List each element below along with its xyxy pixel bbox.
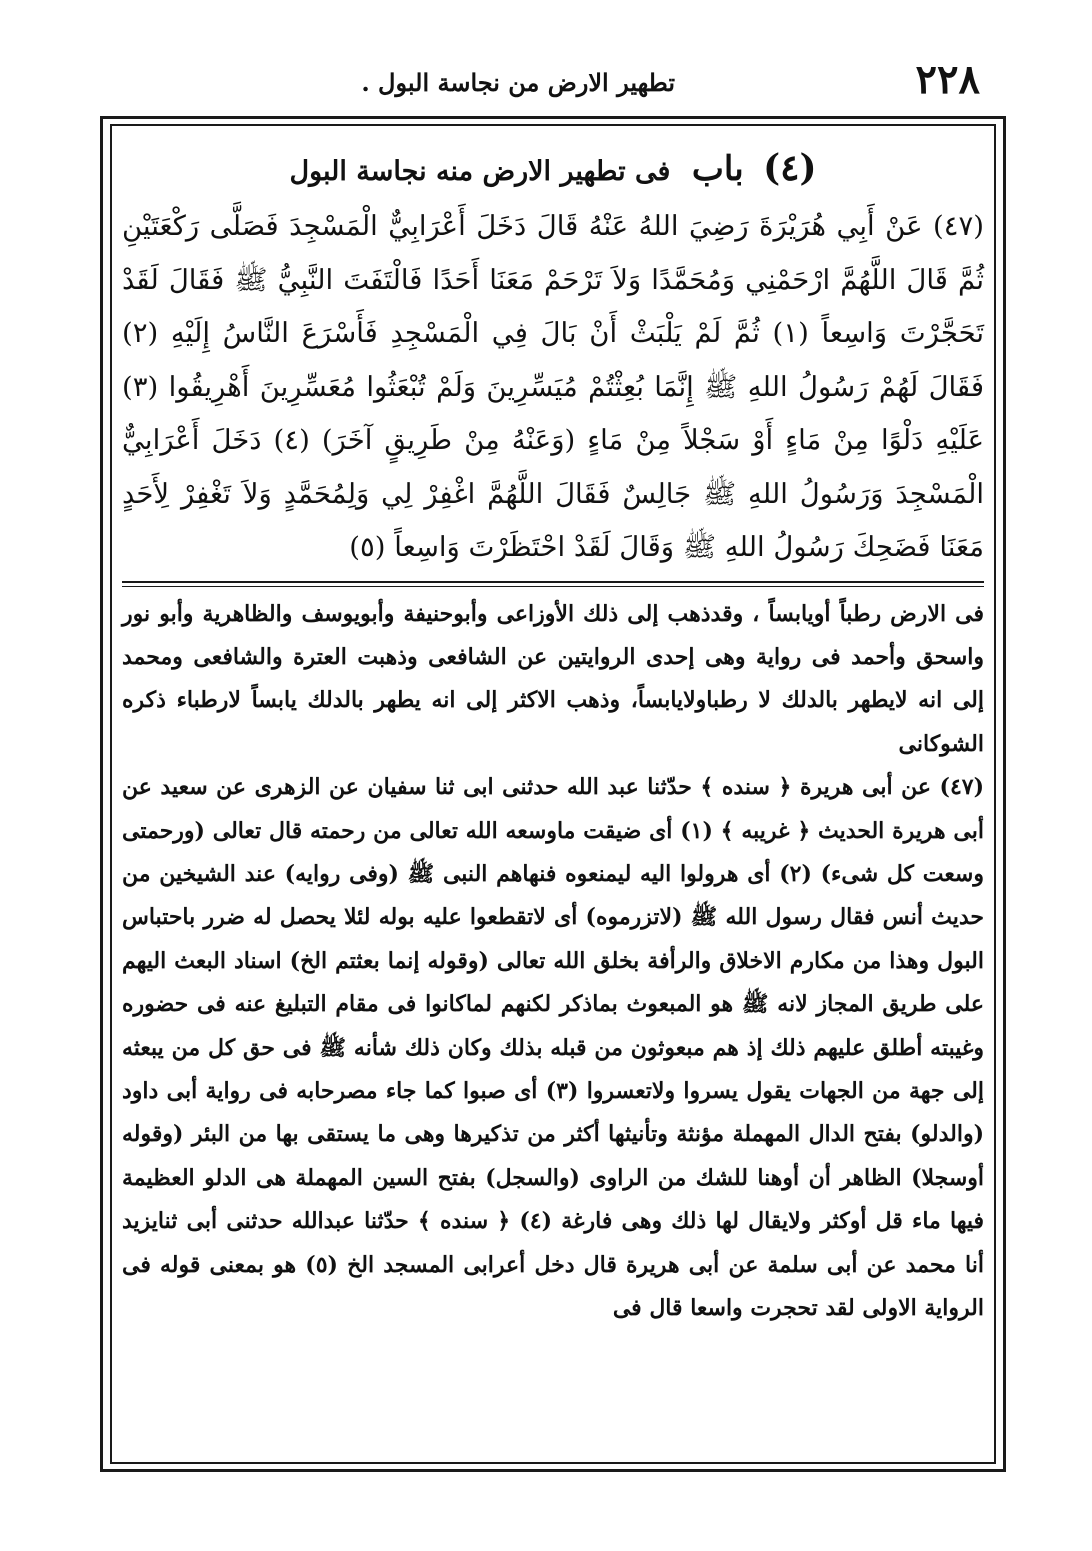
page-number: ٢٢٨	[915, 56, 980, 103]
section-divider	[122, 581, 984, 587]
chapter-word: باب	[691, 149, 744, 189]
chapter-number: (٤)	[763, 147, 817, 189]
page-header	[100, 56, 1000, 108]
running-title: تطهير الارض من نجاسة البول .	[361, 68, 675, 97]
commentary-paragraph: فى الارض رطباً أويابساً ، وقدذهب إلى ذلك الأوزاعى وأبوحنيفة وأبويوسف والظاهرية وأبو نور واسحق وأحمد فى رواية وهى إحدى الروايتين عن الشافعى وذهبت العترة والشافعى ومحمد إلى انه لايطهر بالدلك لا رطباولايابساً، وذهب الاكثر إلى انه يطهر بالدلك يابساً لارطباء ذكره الشوكانى	[122, 600, 985, 757]
chapter-heading	[122, 136, 984, 200]
commentary	[122, 593, 984, 1331]
commentary-paragraph: (٤٧) عن أبى هريرة ﴿ سنده ﴾ حدّثنا عبد الله حدثنى ابى ثنا سفيان عن الزهرى عن سعيد عن أبى هريرة الحديث ﴿ غريبه ﴾ (١) أى ضيقت ماوسعه الله تعالى من رحمته قال تعالى (ورحمتى وسعت كل شىء) (٢) أى هرولوا اليه ليمنعوه فنهاهم النبى ﷺ (وفى روايه) عند الشيخين من حديث أنس فقال رسول الله ﷺ (لاتزرموه) أى لاتقطعوا عليه بوله لئلا يحصل له ضرر باحتباس البول وهذا من مكارم الاخلاق والرأفة بخلق الله تعالى (وقوله إنما بعثتم الخ) اسناد البعث اليهم على طريق المجاز لانه ﷺ هو المبعوث بماذكر لكنهم لماكانوا فى مقام التبليغ عنه فى حضوره وغيبته أطلق عليهم ذلك إذ هم مبعوثون من قبله بذلك وكان ذلك شأنه ﷺ فى حق كل من يبعثه إلى جهة من الجهات يقول يسروا ولاتعسروا (٣) أى صبوا كما جاء مصرحابه فى رواية أبى داود (والدلو) بفتح الدال المهملة مؤنثة وتأنيثها أكثر من تذكيرها وهى ما يستقى بها من البئر (وقوله أوسجلا) الظاهر أن أوهنا للشك من الراوى (والسجل) بفتح السين المهملة هى الدلو العظيمة فيها ماء قل أوكثر ولايقال لها ذلك وهى فارغة (٤) ﴿ سنده ﴾ حدّثنا عبدالله حدثنى أبى ثنايزيد أنا محمد عن أبى سلمة عن أبى هريرة قال دخل أعرابى المسجد الخ (٥) هو بمعنى قوله فى الرواية الاولى لقد تحجرت واسعا قال فى	[122, 774, 984, 1321]
chapter-title: فى تطهير الارض منه نجاسة البول	[289, 156, 671, 187]
hadith-text: (٤٧) عَنْ أَبِي هُرَيْرَةَ رَضِيَ اللهُ عَنْهُ قَالَ دَخَلَ أَعْرَابِيٌّ الْمَسْجِدَ فَصَلَّى رَكْعَتَيْنِ ثُمَّ قَالَ اللَّهُمَّ ارْحَمْنِي وَمُحَمَّدًا وَلاَ تَرْحَمْ مَعَنَا أَحَدًا فَالْتَفَتَ النَّبِيُّ ﷺ فَقَالَ لَقَدْ تَحَجَّرْتَ وَاسِعاً (١) ثُمَّ لَمْ يَلْبَثْ أَنْ بَالَ فِي الْمَسْجِدِ فَأَسْرَعَ النَّاسُ إِلَيْهِ (٢) فَقَالَ لَهُمْ رَسُولُ اللهِ ﷺ إِنَّمَا بُعِثْتُمْ مُيَسِّرِينَ وَلَمْ تُبْعَثُوا مُعَسِّرِينَ أَهْرِيقُوا (٣) عَلَيْهِ دَلْوًا مِنْ مَاءٍ أَوْ سَجْلاً مِنْ مَاءٍ (وَعَنْهُ مِنْ طَرِيقٍ آخَرَ) (٤) دَخَلَ أَعْرَابِيٌّ الْمَسْجِدَ وَرَسُولُ اللهِ ﷺ جَالِسٌ فَقَالَ اللَّهُمَّ اغْفِرْ لِي وَلِمُحَمَّدٍ وَلاَ تَغْفِرْ لِأَحَدٍ مَعَنَا فَضَحِكَ رَسُولُ اللهِ ﷺ وَقَالَ لَقَدْ احْتَظَرْتَ وَاسِعاً (٥)	[122, 210, 984, 563]
page-content	[122, 136, 984, 1330]
